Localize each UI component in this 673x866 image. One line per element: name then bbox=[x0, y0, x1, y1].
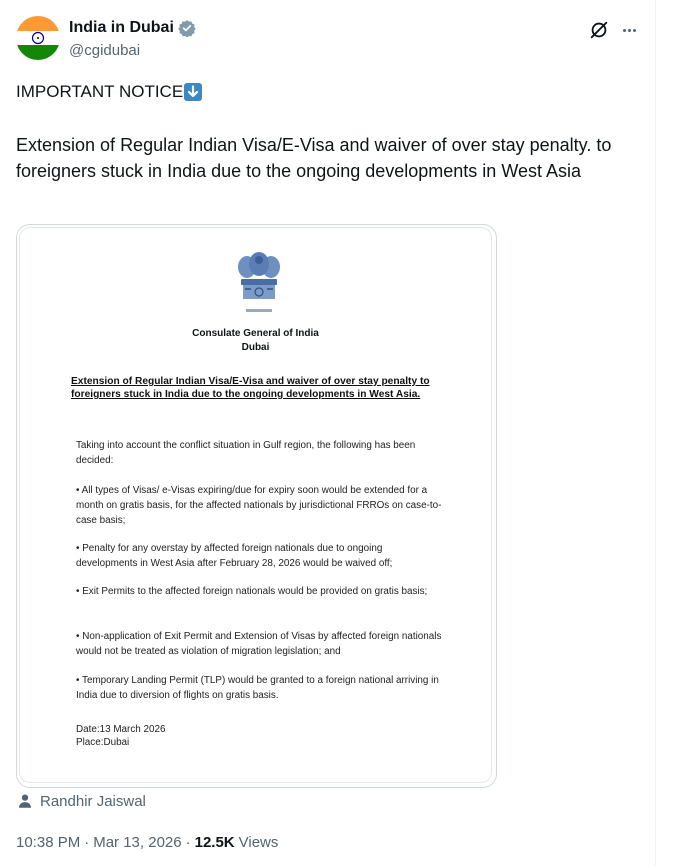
document-heading: Extension of Regular Indian Visa/E-Visa and waiver of over stay penalty to foreigners stuck in India due to the ongoing developments in West Asia. bbox=[71, 376, 430, 400]
tweet-header bbox=[16, 16, 639, 64]
document-point-3: • Exit Permits to the affected foreign nationals would be provided on gratis basis; bbox=[76, 586, 428, 597]
tweet-time[interactable]: 10:38 PM bbox=[16, 834, 81, 851]
tweet-date[interactable]: Mar 13, 2026 bbox=[93, 834, 182, 851]
document-point-4: • Non-application of Exit Permit and Extension of Visas by affected foreign nationals would not be treated as violation of migration legislation; and bbox=[76, 631, 442, 657]
timeline-divider bbox=[655, 0, 656, 866]
display-name-row bbox=[69, 19, 196, 37]
notice-document bbox=[20, 228, 491, 782]
document-point-5: • Temporary Landing Permit (TLP) would be granted to a foreign national arriving in India due to diversion of flights on gratis basis. bbox=[76, 675, 439, 701]
india-flag-icon bbox=[16, 16, 60, 60]
views-count: 12.5K bbox=[194, 834, 235, 851]
tweet-meta bbox=[16, 834, 278, 851]
meta-separator: · bbox=[185, 834, 191, 851]
views-label: Views bbox=[238, 834, 279, 851]
document-intro: Taking into account the conflict situation in Gulf region, the following has been decided: bbox=[76, 440, 416, 466]
tweet-body: Extension of Regular Indian Visa/E-Visa and waiver of over stay penalty. to foreigners stuck in India due to the ongoing developments in West Asia bbox=[16, 135, 612, 181]
tagged-user[interactable] bbox=[16, 792, 146, 810]
more-options-icon[interactable] bbox=[618, 19, 640, 41]
verified-badge-icon[interactable] bbox=[178, 19, 196, 37]
consulate-name: Consulate General of India bbox=[192, 328, 319, 339]
notice-text: IMPORTANT NOTICE bbox=[16, 82, 184, 101]
document-point-2: • Penalty for any overstay by affected foreign nationals due to ongoing developments in West Asia after February 28, 2026 would be waived off; bbox=[76, 543, 393, 569]
grok-icon[interactable] bbox=[588, 19, 610, 41]
document-point-1: • All types of Visas/ e-Visas expiring/due for expiry soon would be extended for a month on gratis basis, for the affected nationals by jurisdictional FRROs on case-to-case basis; bbox=[76, 485, 442, 526]
person-icon bbox=[16, 792, 34, 810]
meta-separator: · bbox=[84, 834, 90, 851]
notice-line bbox=[16, 80, 202, 104]
state-emblem-icon bbox=[236, 251, 282, 319]
document-place: Place:Dubai bbox=[76, 737, 130, 748]
avatar[interactable] bbox=[16, 16, 60, 60]
document-date: Date:13 March 2026 bbox=[76, 724, 166, 735]
down-arrow-emoji-icon bbox=[184, 83, 202, 101]
account-handle[interactable]: @cgidubai bbox=[69, 42, 141, 59]
media-image[interactable] bbox=[16, 224, 497, 788]
display-name[interactable]: India in Dubai bbox=[69, 19, 174, 36]
tagged-user-name: Randhir Jaiswal bbox=[40, 792, 146, 810]
consulate-city: Dubai bbox=[241, 342, 270, 353]
